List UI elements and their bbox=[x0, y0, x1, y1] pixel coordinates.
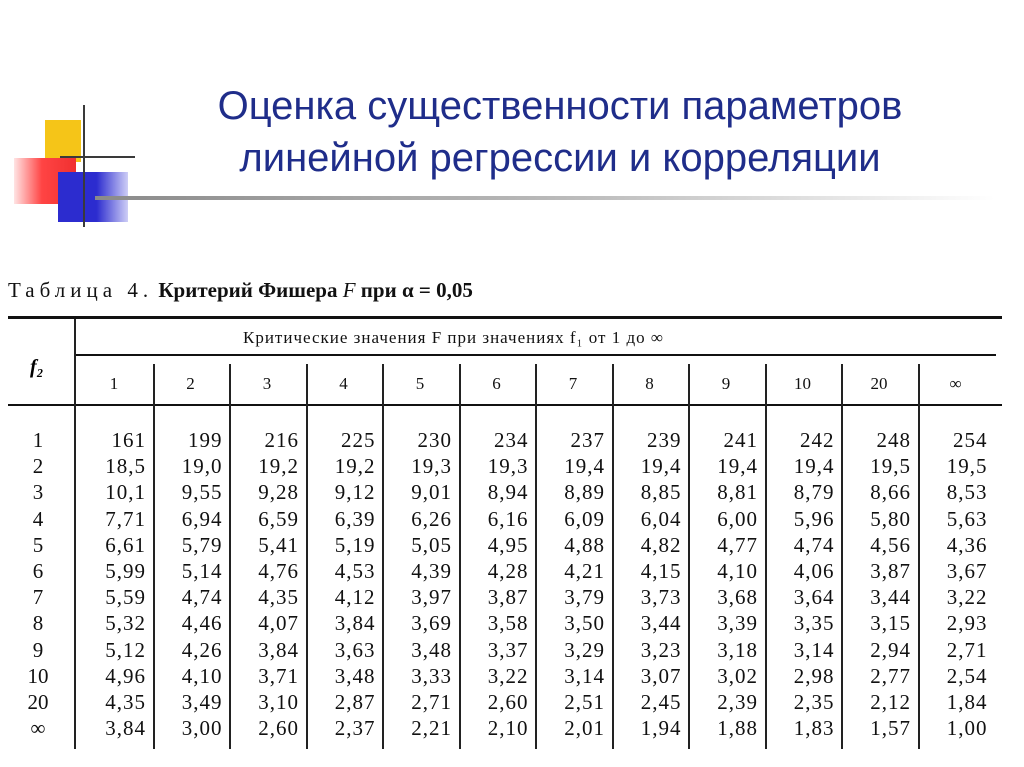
table-cell: 19,5 bbox=[946, 454, 988, 479]
table-cell: 2,10 bbox=[487, 716, 529, 741]
table-cell: 2,51 bbox=[564, 690, 605, 714]
table-cell: 19,4 bbox=[640, 454, 682, 479]
table-cell: 5,05 bbox=[411, 532, 452, 557]
table-cell: 3,49 bbox=[181, 690, 223, 714]
table-cell: 8,85 bbox=[640, 480, 682, 505]
slide-title bbox=[120, 80, 1000, 184]
table-cell: 3,69 bbox=[411, 611, 452, 636]
table-cell: 19,4 bbox=[793, 454, 835, 479]
table-cell: 3,07 bbox=[640, 663, 682, 688]
table-cell: 230 bbox=[417, 428, 452, 452]
table-cell: 3,64 bbox=[793, 585, 835, 610]
table-cell: 3,87 bbox=[870, 559, 911, 583]
table-cell: 5,59 bbox=[105, 585, 146, 610]
table-cell: 2,87 bbox=[334, 690, 376, 714]
table-cell: 3,33 bbox=[411, 663, 452, 688]
table-cell: 3,44 bbox=[870, 585, 911, 610]
table-cell: 3,50 bbox=[564, 611, 605, 636]
table-cell: 3,22 bbox=[946, 585, 988, 610]
column-header: 6 bbox=[492, 374, 501, 393]
table-cell: 4,36 bbox=[946, 532, 988, 557]
table-cell: 3,48 bbox=[334, 663, 376, 688]
table-cell: 2,45 bbox=[640, 690, 682, 714]
table-cell: 4,82 bbox=[640, 532, 682, 557]
table-cell: 4,21 bbox=[564, 559, 605, 583]
row-label: 20 bbox=[27, 690, 49, 714]
table-caption-condition: α = 0,05 bbox=[401, 278, 473, 302]
column-header: 9 bbox=[721, 374, 731, 393]
table-cell: 6,94 bbox=[181, 506, 223, 531]
table-cell: 5,80 bbox=[870, 506, 911, 531]
table-cell: 3,02 bbox=[717, 663, 758, 688]
table-cell: 5,14 bbox=[181, 559, 223, 583]
table-header-rule bbox=[76, 354, 996, 356]
table-cell: 254 bbox=[953, 428, 988, 452]
column-header: 8 bbox=[645, 374, 654, 393]
table-cell: 3,79 bbox=[564, 585, 605, 610]
table-cell: 6,59 bbox=[258, 506, 299, 531]
table-cell: 19,2 bbox=[334, 454, 376, 479]
table-row-header: f₂ bbox=[30, 356, 44, 378]
title-underline bbox=[95, 196, 995, 200]
table-cell: 3,84 bbox=[334, 611, 376, 636]
table-cell: 2,71 bbox=[946, 637, 988, 662]
table-cell: 3,67 bbox=[946, 559, 988, 583]
table-caption-symbol: F bbox=[342, 278, 356, 302]
row-label: 10 bbox=[27, 663, 49, 688]
table-cell: 248 bbox=[876, 428, 911, 452]
table-cell: 6,00 bbox=[717, 506, 758, 531]
table-cell: 5,99 bbox=[105, 559, 146, 583]
table-cell: 19,3 bbox=[411, 454, 452, 479]
table-cell: 5,63 bbox=[946, 506, 988, 531]
table-cell: 6,09 bbox=[564, 506, 605, 531]
table-cell: 5,41 bbox=[258, 532, 299, 557]
table-cell: 2,35 bbox=[793, 690, 835, 714]
table-cell: 5,79 bbox=[181, 532, 223, 557]
table-cell: 4,28 bbox=[487, 559, 529, 583]
table-cell: 4,95 bbox=[487, 532, 529, 557]
table-cell: 2,93 bbox=[946, 611, 988, 636]
table-cell: 2,12 bbox=[870, 690, 911, 714]
slide-title-line2: линейной регрессии и корреляции bbox=[239, 136, 881, 180]
table-cell: 8,89 bbox=[564, 480, 605, 505]
table-cell: 3,35 bbox=[793, 611, 835, 636]
table-cell: 2,60 bbox=[487, 690, 529, 714]
table-cell: 4,07 bbox=[258, 611, 299, 636]
table-cell: 1,57 bbox=[870, 716, 911, 741]
table-cell: 3,10 bbox=[258, 690, 299, 714]
table-caption bbox=[8, 278, 473, 303]
table-cell: 3,48 bbox=[411, 637, 452, 662]
table-cell: 8,79 bbox=[793, 480, 835, 505]
table-cell: 8,66 bbox=[870, 480, 911, 505]
table-cell: 4,10 bbox=[181, 663, 223, 688]
table-cell: 4,77 bbox=[717, 532, 758, 557]
table-cell: 4,74 bbox=[793, 532, 835, 557]
table-cell: 2,60 bbox=[258, 716, 299, 741]
row-label: 5 bbox=[32, 532, 44, 557]
table-cell: 7,71 bbox=[105, 506, 146, 531]
row-label: 9 bbox=[32, 637, 44, 662]
table-cell: 19,3 bbox=[487, 454, 529, 479]
table-cell: 8,81 bbox=[717, 480, 758, 505]
column-header: ∞ bbox=[949, 374, 962, 393]
table-cell: 3,97 bbox=[411, 585, 452, 610]
table-cell: 4,46 bbox=[181, 611, 223, 636]
table-cell: 3,29 bbox=[564, 637, 605, 662]
table-cell: 2,98 bbox=[793, 663, 835, 688]
table-cell: 4,53 bbox=[334, 559, 376, 583]
table-cell: 3,18 bbox=[717, 637, 758, 662]
table-cell: 5,32 bbox=[105, 611, 146, 636]
table-cell: 5,19 bbox=[334, 532, 376, 557]
table-cell: 19,2 bbox=[258, 454, 299, 479]
column-header: 7 bbox=[568, 374, 578, 393]
table-cell: 1,83 bbox=[793, 716, 835, 741]
table-cell: 6,39 bbox=[334, 506, 376, 531]
table-cell: 1,00 bbox=[946, 716, 988, 741]
table-cell: 3,23 bbox=[640, 637, 682, 662]
table-cell: 8,94 bbox=[487, 480, 529, 505]
row-label: 7 bbox=[32, 585, 44, 610]
row-label: 3 bbox=[32, 480, 44, 505]
table-cell: 9,28 bbox=[258, 480, 299, 505]
column-header: 5 bbox=[415, 374, 425, 393]
slide-title-line1: Оценка существенности параметров bbox=[217, 84, 903, 128]
table-cell: 1,94 bbox=[640, 716, 682, 741]
row-label: 4 bbox=[32, 506, 44, 531]
row-label: 8 bbox=[32, 611, 44, 636]
table-cell: 19,4 bbox=[717, 454, 758, 479]
table-top-rule bbox=[8, 316, 1002, 319]
table-cell: 4,35 bbox=[105, 690, 146, 714]
table-cell: 4,39 bbox=[411, 559, 452, 583]
table-cell: 8,53 bbox=[946, 480, 988, 505]
table-cell: 3,63 bbox=[334, 637, 376, 662]
table-cell: 237 bbox=[570, 428, 605, 452]
table-cell: 1,84 bbox=[946, 690, 988, 714]
table-cell: 5,12 bbox=[105, 637, 146, 662]
table-cell: 234 bbox=[494, 428, 529, 452]
table-cell: 3,39 bbox=[717, 611, 758, 636]
table-cell: 6,26 bbox=[411, 506, 452, 531]
table-cell: 3,44 bbox=[640, 611, 682, 636]
table-cell: 241 bbox=[723, 428, 758, 452]
table-cell: 239 bbox=[647, 428, 682, 452]
table-cell: 2,77 bbox=[870, 663, 911, 688]
row-label: 1 bbox=[32, 428, 44, 452]
table-cell: 18,5 bbox=[105, 454, 146, 479]
table-cell: 3,73 bbox=[640, 585, 682, 610]
table-cell: 10,1 bbox=[105, 480, 146, 505]
table-cell: 3,84 bbox=[105, 716, 146, 741]
table-cell: 19,0 bbox=[181, 454, 223, 479]
table-cell: 4,88 bbox=[564, 532, 605, 557]
table-caption-name: Критерий Фишера bbox=[158, 278, 338, 302]
table-cell: 19,5 bbox=[870, 454, 911, 479]
table-cell: 3,14 bbox=[564, 663, 605, 688]
column-header: 2 bbox=[186, 374, 195, 393]
table-cell: 3,15 bbox=[870, 611, 911, 636]
table-cell: 4,06 bbox=[793, 559, 835, 583]
table-cell: 4,76 bbox=[258, 559, 299, 583]
table-cell: 2,94 bbox=[870, 637, 911, 662]
table-cell: 199 bbox=[188, 428, 223, 452]
table-cell: 6,04 bbox=[640, 506, 682, 531]
table-cell: 2,37 bbox=[334, 716, 376, 741]
table-cell: 3,87 bbox=[487, 585, 529, 610]
table-header-bottom-rule bbox=[8, 404, 1002, 406]
table-cell: 3,58 bbox=[487, 611, 529, 636]
table-cell: 5,96 bbox=[793, 506, 835, 531]
table-cell: 3,68 bbox=[717, 585, 758, 610]
table-cell: 2,39 bbox=[717, 690, 758, 714]
table-cell: 225 bbox=[341, 428, 376, 452]
fisher-table bbox=[8, 316, 1002, 756]
column-header: 1 bbox=[109, 374, 119, 393]
table-cell: 3,71 bbox=[258, 663, 299, 688]
table-cell: 1,88 bbox=[717, 716, 758, 741]
column-header: 3 bbox=[262, 374, 272, 393]
table-cell: 4,96 bbox=[105, 663, 146, 688]
table-cell: 3,00 bbox=[181, 716, 223, 741]
table-cell: 242 bbox=[800, 428, 835, 452]
table-cell: 3,22 bbox=[487, 663, 529, 688]
column-header: 4 bbox=[339, 374, 348, 393]
table-cell: 3,84 bbox=[258, 637, 299, 662]
table-cell: 19,4 bbox=[564, 454, 605, 479]
table-cell: 9,12 bbox=[334, 480, 376, 505]
table-cell: 4,26 bbox=[181, 637, 223, 662]
table-cell: 2,01 bbox=[564, 716, 605, 741]
row-label: 2 bbox=[32, 454, 44, 479]
table-cell: 4,35 bbox=[258, 585, 299, 610]
table-cell: 2,54 bbox=[946, 663, 988, 688]
table-cell: 6,16 bbox=[487, 506, 529, 531]
column-header: 20 bbox=[870, 374, 888, 393]
table-cell: 4,56 bbox=[870, 532, 911, 557]
logo-vertical-line bbox=[83, 105, 85, 227]
table-cell: 4,74 bbox=[181, 585, 223, 610]
table-cell: 2,71 bbox=[411, 690, 452, 714]
column-header: 10 bbox=[794, 374, 811, 393]
row-label: 6 bbox=[32, 559, 44, 583]
table-cell: 216 bbox=[264, 428, 299, 452]
table-cell: 6,61 bbox=[105, 532, 146, 557]
table-cell: 4,10 bbox=[717, 559, 758, 583]
table-cell: 9,55 bbox=[181, 480, 223, 505]
table-cell: 4,12 bbox=[334, 585, 376, 610]
row-label: ∞ bbox=[30, 716, 46, 741]
table-cell: 161 bbox=[111, 428, 146, 452]
table-cell: 2,21 bbox=[411, 716, 452, 741]
table-caption-word: при bbox=[360, 278, 397, 302]
table-cell: 3,37 bbox=[487, 637, 529, 662]
table-cell: 9,01 bbox=[411, 480, 452, 505]
table-header-span: Критические значения F при значениях f₁ от 1 до ∞ bbox=[243, 328, 664, 347]
table-caption-prefix: Таблица 4. bbox=[8, 278, 154, 302]
table-cell: 3,14 bbox=[793, 637, 835, 662]
table-cell: 4,15 bbox=[640, 559, 682, 583]
